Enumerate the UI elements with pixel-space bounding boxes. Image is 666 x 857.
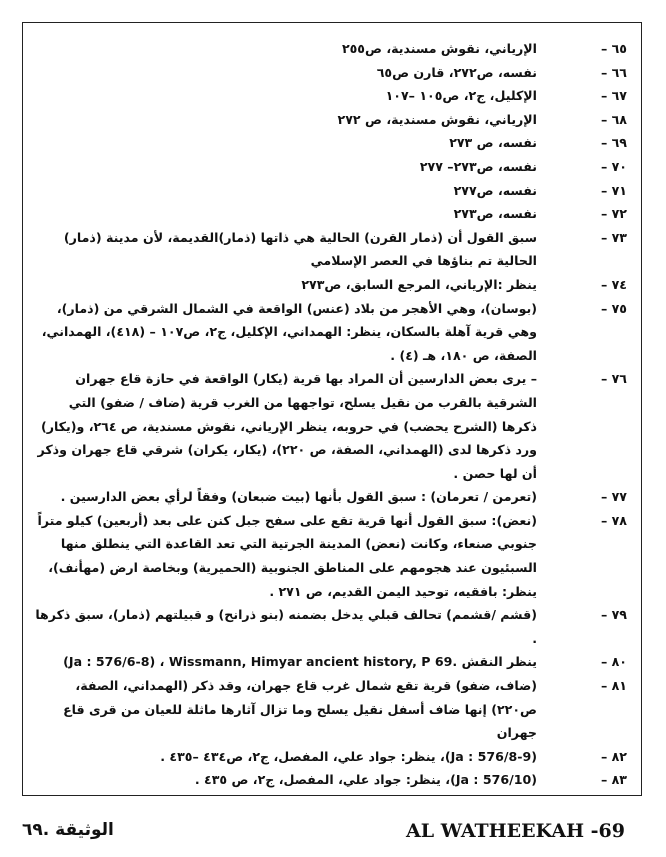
endnote-69 [31, 131, 633, 155]
endnote-text: (قشم /قشمم) تحالف قبلي يدخل بضمنه (بنو ذرانح) و قبيلتهم (ذمار)، سبق ذكرها . [35, 607, 537, 646]
endnote-70 [31, 155, 633, 179]
endnote-83 [31, 768, 633, 792]
endnote-text-block [31, 650, 537, 674]
endnote-number: ٧٨ – [600, 512, 627, 528]
endnote-text: ينظر :الإرياني، المرجع السابق، ص٢٧٣ [301, 276, 537, 292]
endnote-75 [31, 297, 633, 368]
endnote-78 [31, 509, 633, 603]
endnote-number: ٨٠ – [600, 654, 627, 670]
endnote-77 [31, 485, 633, 509]
endnote-number: ٧٤ – [600, 276, 627, 292]
endnote-number: ٨٣ – [600, 772, 627, 788]
endnotes-list [31, 37, 633, 791]
endnote-text: (نعض): سبق القول أنها قرية تقع على سفح جبل كنن على بعد (أربعين) كيلو متراً جنوبي صنعاء، وكانت (نعض) المدينة الجرتية التي تعد القاعدة التي ينطلق منها السبئيون عند هجومهم على المناطق الجنوبية (الحميرية) وبخاصة ارض (مهأنف)، ينظر: بافقيه، توحيد اليمن القديم، ص ٢٧١ . [37, 512, 537, 599]
endnote-number: ٧٠ – [600, 158, 627, 174]
endnote-number: ٨١ – [600, 678, 627, 694]
endnote-text: (ضاف، ضفو) قرية تقع شمال غرب قاع جهران، وقد ذكر (الهمداني، الصفة، ص٢٢٠) إنها ضاف أسفل نقيل يسلح وما تزال آثارها ماثلة للعيان من قرى قاع جهران [63, 678, 537, 741]
endnote-76 [31, 367, 633, 485]
endnote-number: ٦٩ – [600, 135, 627, 151]
endnote-71 [31, 179, 633, 203]
endnote-81 [31, 674, 633, 745]
endnote-text: نفسه، ص٢٧٧ [453, 182, 537, 198]
endnote-68 [31, 108, 633, 132]
journal-page-label: AL WATHEEKAH -69 [406, 820, 625, 842]
endnote-text: الإرياني، نقوش مسندية، ص ٢٧٢ [337, 111, 537, 127]
endnote-number: ٦٥ – [600, 41, 627, 56]
endnote-number: ٨٢ – [600, 748, 627, 764]
endnote-number: ٧٥ – [600, 300, 627, 316]
endnote-latin-reference: (Ja : 576/10) [450, 772, 537, 788]
endnote-text: نفسه، ص٢٧٣ [453, 206, 537, 222]
endnote-latin-reference: (Ja : 576/6-8) ، Wissmann, Himyar ancient history, P 69. [63, 654, 458, 670]
endnote-text: (بوسان)، وهي الأهجر من بلاد (عنس) الواقعة في الشمال الشرقي من (ذمار)، وهي قرية آهلة بالسكان، ينظر: الهمداني، الإكليل، ج٢، ص١٠٧ – (٤١٨)، الهمداني، الصفة، ص ١٨٠، هـ (٤) . [41, 300, 537, 363]
endnote-79 [31, 603, 633, 650]
endnote-number: ٧٢ – [600, 206, 627, 222]
endnote-number: ٧٦ – [600, 371, 627, 387]
endnote-text: (تعرمن / تعرمان) : سبق القول بأنها (بيت ضبعان) وفقاً لرأي بعض الدارسين . [60, 489, 537, 505]
endnote-text: نفسه، ص٢٧٢، قارن ص٦٥ [376, 64, 537, 80]
endnote-number: ٧٧ – [600, 489, 627, 505]
endnote-text: ، ينظر: جواد علي، المفصل، ج٢، ص ٤٣٥ . [194, 772, 451, 788]
endnote-82 [31, 745, 633, 769]
endnote-67 [31, 84, 633, 108]
endnote-73 [31, 226, 633, 273]
journal-page-label-arabic: الوثيقة .٦٩ [22, 820, 114, 840]
endnote-65 [31, 37, 633, 61]
endnote-80 [31, 650, 633, 674]
page-frame [22, 22, 642, 796]
endnote-text: ، ينظر: جواد علي، المفصل، ج٢، ص٤٣٤ –٤٣٥ . [160, 748, 445, 764]
endnote-number: ٧١ – [600, 182, 627, 198]
endnote-text: سبق القول أن (ذمار القرن) الحالية هي ذاتها (ذمار)القديمة، لأن مدينة (ذمار) الحالية تم بناؤها في العصر الإسلامي [63, 229, 537, 269]
endnote-latin-reference: (Ja : 576/8-9) [444, 748, 537, 764]
endnote-text-block [31, 745, 537, 769]
endnote-text: نفسه، ص ٢٧٣ [449, 135, 537, 151]
endnote-number: ٦٨ – [600, 111, 627, 127]
endnote-number: ٦٧ – [600, 88, 627, 104]
endnote-number: ٧٣ – [600, 229, 627, 245]
endnote-text: ينظر النقش [461, 654, 537, 670]
endnote-text: الإرياني، نقوش مسندية، ص٢٥٥ [341, 41, 537, 56]
endnote-text: نفسه، ص٢٧٣– ٢٧٧ [419, 158, 537, 174]
endnote-text: الإكليل، ج٢، ص١٠٥ –١٠٧ [385, 88, 537, 104]
endnote-number: ٧٩ – [600, 607, 627, 623]
endnote-66 [31, 61, 633, 85]
endnote-74 [31, 273, 633, 297]
endnote-text-block [31, 768, 537, 792]
page-footer [0, 796, 666, 857]
endnote-72 [31, 202, 633, 226]
endnote-text: – يرى بعض الدارسين أن المراد بها قرية (يكار) الواقعة في حازة قاع جهران الشرقية بالقرب من نقيل يسلح، تواجهها من الغرب قرية (ضاف / ضفو) التي ذكرها (الشرح يحضب) في حروبه، ينظر الإرياني، نقوش مسندية، ص ٢٦٤، و(يكار) ورد ذكرها لدى (الهمداني، الصفة، ص ٢٢٠)، (يكار، يكران) شرقي قاع جهران وذكر أن لها حصن . [37, 371, 537, 481]
endnote-number: ٦٦ – [600, 64, 627, 80]
